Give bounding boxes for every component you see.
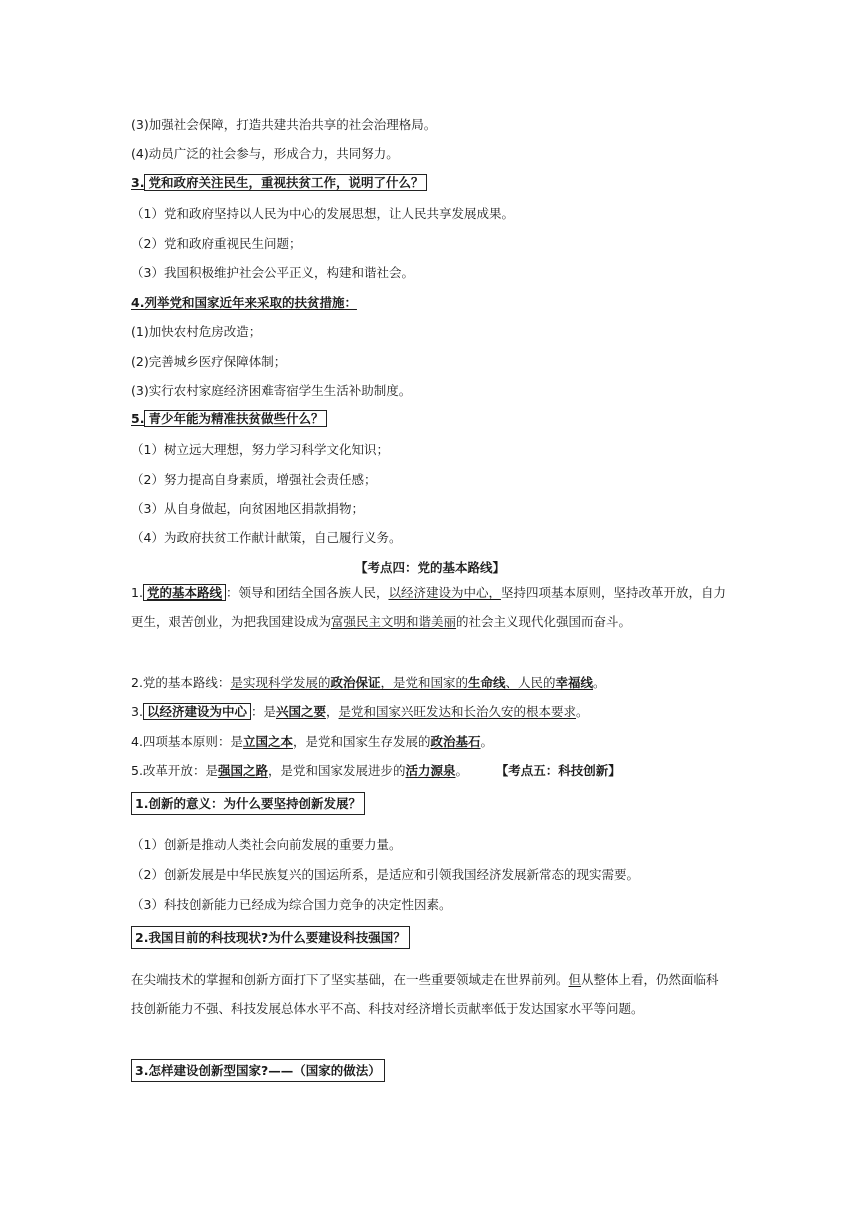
paragraph-5 <box>131 762 621 780</box>
list-item: (3)加强社会保障，打造共建共治共享的社会治理格局。 <box>131 117 437 132</box>
key-phrase: 但 <box>568 972 582 987</box>
key-phrase: 幸福线 <box>555 675 594 690</box>
paragraph-2 <box>131 674 606 692</box>
text: 从整体上看，仍然面临科技创新能力不强、科技发展总体水平不高、科技对经济增长贡献率低于发达国家水平等问题。 <box>131 972 719 1016</box>
text: ，是党和国家生存发展的 <box>292 734 431 749</box>
k5-question-3-title: 3.怎样建设创新型国家?——（国家的做法） <box>131 1059 385 1082</box>
paragraph-tech-status <box>131 966 731 1023</box>
list-item: （2）党和政府重视民生问题； <box>131 236 302 251</box>
question-3-heading <box>131 174 427 192</box>
text: 。 <box>576 704 589 719</box>
k5-question-3-heading <box>131 1062 385 1080</box>
term-basic-line: 党的基本路线 <box>143 584 226 601</box>
list-item: （3）从自身做起，向贫困地区捐款捐物； <box>131 501 364 516</box>
list-item: （4）为政府扶贫工作献计献策，自己履行义务。 <box>131 530 402 545</box>
key-phrase: 生命线 <box>467 675 506 690</box>
text: 5.改革开放 <box>131 763 193 778</box>
text: 。 <box>480 734 494 749</box>
list-item: (1)加快农村危房改造； <box>131 324 262 339</box>
question-number: 5. <box>131 411 145 426</box>
key-phrase: 兴国之要 <box>275 704 326 719</box>
list-item: (4)动员广泛的社会参与，形成合力，共同努力。 <box>131 146 399 161</box>
question-number: 3. <box>131 175 145 190</box>
key-phrase: 以经济建设为中心， <box>388 585 501 600</box>
key-phrase: 富强民主文明和谐美丽 <box>331 613 457 629</box>
question-3-title: 党和政府关注民生，重视扶贫工作，说明了什么？ <box>144 174 427 191</box>
key-phrase: 是党和国家兴旺发达和长治久安的根本要求 <box>338 704 577 719</box>
k5-question-2-title: 2.我国目前的科技现状?为什么要建设科技强国？ <box>131 926 410 949</box>
text: 的社会主义现代化强国而奋斗。 <box>456 613 632 629</box>
list-item: (3)实行农村家庭经济困难寄宿学生生活补助制度。 <box>131 383 412 398</box>
text: 。 <box>455 763 469 778</box>
list-item: （1）党和政府坚持以人民为中心的发展思想，让人民共享发展成果。 <box>131 206 514 221</box>
k5-question-1-title: 1.创新的意义：为什么要坚持创新发展？ <box>131 792 365 815</box>
item-number: 3. <box>131 704 143 719</box>
list-item: （2）努力提高自身素质，增强社会责任感； <box>131 472 377 487</box>
list-item: （3）科技创新能力已经成为综合国力竞争的决定性因素。 <box>131 897 452 912</box>
list-item: （1）创新是推动人类社会向前发展的重要力量。 <box>131 837 402 852</box>
text: 坚持四项基本原则，坚持改革开放，自力更生，艰苦创业，为把我国建设成为 <box>131 585 726 629</box>
list-item: （3）我国积极维护社会公平正义，构建和谐社会。 <box>131 265 414 280</box>
paragraph-basic-line <box>131 579 731 636</box>
list-item: (2)完善城乡医疗保障体制； <box>131 354 287 369</box>
text: ：是 <box>192 763 218 778</box>
text: ， <box>325 704 339 719</box>
list-item: （1）树立远大理想，努力学习科学文化知识； <box>131 442 389 457</box>
section-heading-k5: 【考点五：科技创新】 <box>502 763 621 778</box>
key-phrase: 活力源泉 <box>405 763 456 778</box>
section-heading-k4: 【考点四：党的基本路线】 <box>354 560 505 575</box>
item-number: 1. <box>131 585 143 600</box>
list-item: （2）创新发展是中华民族复兴的国运所系，是适应和引领我国经济发展新常态的现实需要。 <box>131 867 639 882</box>
k5-question-1-heading <box>131 795 365 813</box>
text: 。 <box>593 675 606 690</box>
key-phrase: 强国之路 <box>217 763 268 778</box>
text: 4.四项基本原则 <box>131 734 218 749</box>
text: 是实现科学发展的 <box>230 675 331 690</box>
k5-question-2-heading <box>131 929 410 947</box>
text: ，是党和国家的 <box>380 675 468 690</box>
text: ：是 <box>250 704 276 719</box>
text: 、人民的 <box>505 675 556 690</box>
question-4-heading: 4.列举党和国家近年来采取的扶贫措施： <box>131 295 357 310</box>
question-5-heading <box>131 410 327 428</box>
paragraph-4 <box>131 733 493 751</box>
text: ：领导和团结全国各族人民， <box>225 585 389 600</box>
text: ，是党和国家发展进步的 <box>267 763 406 778</box>
text: 2.党的基本路线： <box>131 675 231 690</box>
paragraph-3 <box>131 703 589 721</box>
key-phrase: 政治基石 <box>430 734 481 749</box>
key-phrase: 立国之本 <box>242 734 293 749</box>
term-economic-center: 以经济建设为中心 <box>143 703 251 720</box>
text: ：是 <box>217 734 243 749</box>
key-phrase: 政治保证 <box>330 675 381 690</box>
question-5-title: 青少年能为精准扶贫做些什么？ <box>144 410 327 427</box>
text: 在尖端技术的掌握和创新方面打下了坚实基础，在一些重要领域走在世界前列。 <box>131 972 569 987</box>
